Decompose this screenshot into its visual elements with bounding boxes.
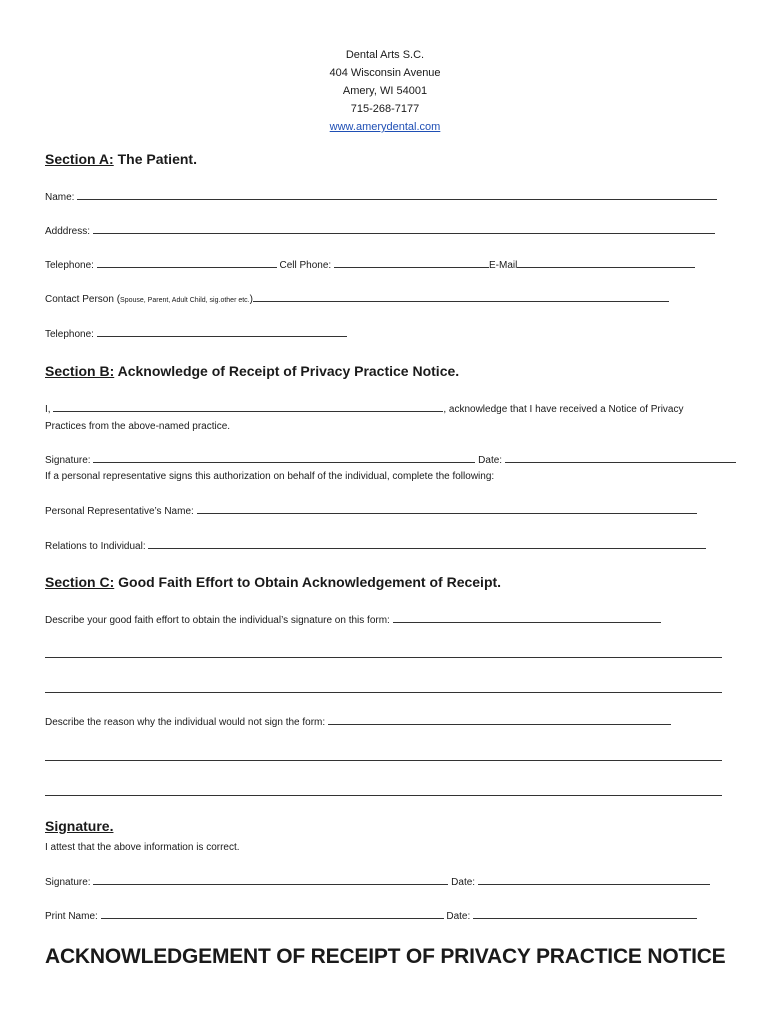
effort-row [45,613,661,627]
relation-label: Relations to Individual: [45,541,146,552]
name-label: Name: [45,192,75,203]
final-signature-field[interactable] [93,875,448,885]
attest-text: I attest that the above information is correct. [45,842,240,853]
contact-label: Contact Person ( [45,294,121,305]
relation-field[interactable] [148,539,706,549]
rep-name-field[interactable] [197,504,697,514]
email-field[interactable] [517,258,695,268]
practice-city: Amery, WI 54001 [342,85,428,97]
effort-field[interactable] [393,613,661,623]
section-b-title: Acknowledge of Receipt of Privacy Practice Notice. [114,363,460,379]
practice-name: Dental Arts S.C. [345,49,425,61]
ack-row [45,402,683,416]
section-a-heading [45,151,197,167]
print-date-label: Date: [446,911,471,922]
effort-label: Describe your good faith effort to obtain the individual’s signature on this form: [45,615,390,626]
signature-b-field[interactable] [93,453,475,463]
final-date-field[interactable] [478,875,710,885]
telephone2-label: Telephone: [45,329,94,340]
i-label: I, [45,404,51,415]
email-label: E-Mail [488,260,518,271]
contact-close: ) [249,294,253,305]
final-signature-label: Signature: [45,877,91,888]
section-c-title: Good Faith Effort to Obtain Acknowledgement of Receipt. [114,574,502,590]
print-name-field[interactable] [101,909,444,919]
reason-label: Describe the reason why the individual would not sign the form: [45,717,326,728]
cell-phone-field[interactable] [334,258,489,268]
contact-hint: Spouse, Parent, Adult Child, sig.other etc. [120,297,250,304]
print-name-label: Print Name: [45,911,98,922]
contact-field[interactable] [253,292,669,302]
practice-website-link[interactable]: www.amerydental.com [329,121,441,133]
cell-phone-label: Cell Phone: [279,260,332,271]
contact-row [45,292,669,307]
attest-row [45,841,240,854]
section-c-heading [45,574,501,590]
telephone-row [45,258,695,272]
practice-phone: 715-268-7177 [350,103,420,115]
section-b-prefix: Section B: [45,363,115,379]
telephone2-field[interactable] [97,327,347,337]
section-a-title: The Patient. [113,151,197,167]
signature-b-label: Signature: [45,455,91,466]
section-b-heading [45,363,459,379]
effort-line-3[interactable] [45,692,722,693]
address-label: Adddress: [45,226,91,237]
practice-header [0,46,770,136]
signature-b-row [45,453,736,467]
ack-row-2 [45,420,230,433]
telephone-field[interactable] [97,258,277,268]
final-date-label: Date: [451,877,476,888]
print-date-field[interactable] [473,909,697,919]
rep-note-row [45,470,494,483]
date-b-field[interactable] [505,453,736,463]
name-row [45,190,717,204]
reason-line-3[interactable] [45,795,722,796]
rep-name-row [45,504,697,518]
date-b-label: Date: [478,455,503,466]
final-signature-row [45,875,710,889]
section-c-prefix: Section C: [45,574,115,590]
relation-row [45,539,706,553]
ack-name-field[interactable] [53,402,443,412]
section-a-prefix: Section A: [45,151,114,167]
ack-text: , acknowledge that I have received a Notice of Privacy [443,404,684,415]
rep-name-label: Personal Representative’s Name: [45,506,194,517]
rep-note: If a personal representative signs this authorization on behalf of the individual, complete the following: [45,471,495,482]
ack-text-2: Practices from the above-named practice. [45,421,231,432]
signature-title: Signature. [45,818,114,834]
reason-row [45,715,671,729]
name-field[interactable] [77,190,717,200]
telephone-label: Telephone: [45,260,94,271]
reason-line-2[interactable] [45,760,722,761]
telephone2-row [45,327,347,341]
signature-heading [45,818,113,834]
practice-street: 404 Wisconsin Avenue [329,67,441,79]
address-row [45,224,715,238]
effort-line-2[interactable] [45,657,722,658]
form-title: ACKNOWLEDGEMENT OF RECEIPT OF PRIVACY PRACTICE NOTICE [45,945,726,968]
address-field[interactable] [93,224,715,234]
print-name-row [45,909,697,923]
reason-field[interactable] [328,715,671,725]
